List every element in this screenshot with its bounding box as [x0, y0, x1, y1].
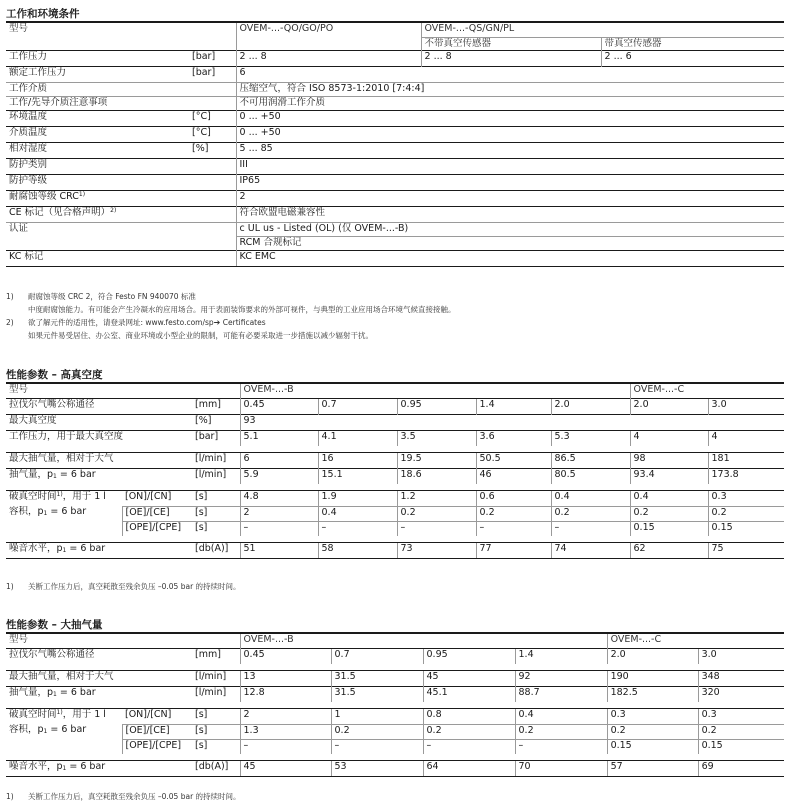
cell-value: 4 [708, 430, 784, 446]
row-unit: [°C] [189, 110, 236, 126]
row-unit [189, 96, 236, 110]
cell-value: 0.2 [515, 724, 607, 739]
mode-label: [OPE]/[CPE] [122, 739, 192, 754]
cell-value: 12.8 [240, 686, 331, 702]
type-label: 型号 [9, 634, 29, 645]
row-label: 防护等级 [6, 174, 189, 190]
row-breakdown-on-cn [6, 490, 784, 506]
type-header-row [6, 384, 784, 398]
cell-value: 181 [708, 452, 784, 468]
model-header-c: OVEM-...-C [607, 634, 784, 648]
cell-value: 58 [318, 542, 397, 558]
row-unit [189, 222, 236, 236]
footnote-1: 1) 耐腐蚀等级 CRC 2，符合 Festo FN 940070 标准 [6, 292, 196, 301]
cell-value: 15.1 [318, 468, 397, 484]
row-value: 2 [236, 190, 784, 206]
footnote-high-vacuum: 1) 关断工作压力后，真空耗散至残余负压 –0.05 bar 的持续时间。 [6, 582, 241, 591]
cell-value: 64 [423, 760, 515, 776]
mode-label: [OE]/[CE] [122, 724, 192, 739]
row-value: 2 ... 8 [421, 50, 601, 66]
cell-value: 92 [515, 670, 607, 686]
row-label: CE 标记（见合格声明）$^{2)}$ [6, 206, 189, 222]
model-header-b: OVEM-...-QS/GN/PL [421, 23, 784, 37]
row-value: 压缩空气，符合 ISO 8573-1:2010 [7:4:4] [236, 82, 784, 96]
cell-value: 1.4 [515, 648, 607, 664]
row-max-vacuum [6, 414, 784, 430]
row-unit: [°C] [189, 126, 236, 142]
row-kc-mark [6, 250, 784, 266]
cell-value: 69 [698, 760, 784, 776]
row-label: 容积，$p_1 = 6$ bar [9, 506, 87, 517]
cell-value: 62 [630, 542, 708, 558]
high-vacuum-table [6, 384, 784, 559]
footnote-2-detail: 如果元件易受居住、办公室、商业环境或小型企业的限制，可能有必要采取进一步措施以减少辐射干扰。 [28, 331, 373, 340]
cell-value: 5.3 [551, 430, 630, 446]
row-label: KC 标记 [6, 250, 189, 266]
row-value: c UL us - Listed (OL) (仅 OVEM-...-B) [236, 222, 784, 236]
type-header-row [6, 634, 784, 648]
row-unit [189, 158, 236, 174]
row-unit [189, 174, 236, 190]
cell-value: 50.5 [476, 452, 551, 468]
cell-value: – [551, 521, 630, 536]
cell-value: 73 [397, 542, 476, 558]
cell-value: – [331, 739, 423, 754]
row-label [6, 236, 189, 250]
cell-value: 2.0 [630, 398, 708, 414]
cell-value: 45.1 [423, 686, 515, 702]
cell-value: 1.3 [240, 724, 331, 739]
cell-value: 173.8 [708, 468, 784, 484]
cell-value: 1.4 [476, 398, 551, 414]
cell-value: 0.95 [397, 398, 476, 414]
cell-value: 75 [708, 542, 784, 558]
cell-value: 0.3 [708, 490, 784, 506]
row-ambient-temperature [6, 110, 784, 126]
row-unit: [s] [192, 490, 240, 506]
row-label: 环境温度 [6, 110, 189, 126]
row-medium-temperature [6, 126, 784, 142]
cell-value: – [318, 521, 397, 536]
row-unit: [s] [192, 724, 240, 739]
row-unit: [s] [192, 739, 240, 754]
cell-value: 3.5 [397, 430, 476, 446]
section-title-high-vacuum: 性能参数 – 高真空度 [6, 369, 103, 381]
cell-value: 0.45 [240, 648, 331, 664]
cell-value: 0.15 [698, 739, 784, 754]
cell-value: – [423, 739, 515, 754]
row-unit: [s] [192, 521, 240, 536]
cell-value: 86.5 [551, 452, 630, 468]
row-label: 容积，$p_1 = 6$ bar [9, 724, 87, 735]
row-label: 工作介质 [6, 82, 189, 96]
cell-value: 3.6 [476, 430, 551, 446]
row-medium [6, 82, 784, 96]
cell-value: 74 [551, 542, 630, 558]
row-nozzle-diameter [6, 648, 784, 664]
cell-value: 0.3 [607, 708, 698, 724]
row-label: 工作/先导介质注意事项 [6, 96, 189, 110]
cell-value: 98 [630, 452, 708, 468]
row-ce-mark [6, 206, 784, 222]
mode-label: [OE]/[CE] [122, 506, 192, 521]
row-label: 抽气量，$p_1 = 6$ bar [6, 468, 192, 484]
row-unit: [l/min] [192, 686, 240, 702]
cell-value: 0.4 [551, 490, 630, 506]
row-unit: [l/min] [192, 670, 240, 686]
row-label: 工作压力 [6, 50, 189, 66]
cell-value: 19.5 [397, 452, 476, 468]
cell-value: 0.2 [607, 724, 698, 739]
cell-value: 1.9 [318, 490, 397, 506]
row-label: 破真空时间$^{1)}$，用于 1 l [6, 490, 122, 506]
row-value: IP65 [236, 174, 784, 190]
cell-value: 51 [240, 542, 318, 558]
cell-value: 45 [240, 760, 331, 776]
cell-value: 0.2 [397, 506, 476, 521]
row-unit: [bar] [189, 66, 236, 82]
cell-value: 182.5 [607, 686, 698, 702]
row-pressure-max-vacuum [6, 430, 784, 446]
row-nominal-pressure [6, 66, 784, 82]
model-header-a: OVEM-...-QO/GO/PO [236, 23, 421, 50]
type-header-row [6, 23, 784, 37]
cell-value: 80.5 [551, 468, 630, 484]
row-label: 抽气量，$p_1 = 6$ bar [6, 686, 192, 702]
cell-value: 0.15 [630, 521, 708, 536]
cell-value: 0.8 [423, 708, 515, 724]
row-breakdown-oe-ce [6, 724, 784, 739]
row-unit: [%] [192, 414, 240, 430]
type-label: 型号 [9, 384, 29, 395]
row-value: 符合欧盟电磁兼容性 [236, 206, 784, 222]
row-unit: [l/min] [192, 468, 240, 484]
row-label: 耐腐蚀等级 CRC$^{1)}$ [6, 190, 189, 206]
row-max-suction [6, 670, 784, 686]
row-medium-note [6, 96, 784, 110]
cell-value: 16 [318, 452, 397, 468]
cell-value: 46 [476, 468, 551, 484]
cell-value: 4 [630, 430, 708, 446]
cell-value: – [397, 521, 476, 536]
cell-value: 0.2 [551, 506, 630, 521]
row-label: 拉伐尔气嘴公称通径 [6, 398, 192, 414]
cell-value: 88.7 [515, 686, 607, 702]
cell-value: 77 [476, 542, 551, 558]
row-label: 额定工作压力 [6, 66, 189, 82]
cell-value: 93.4 [630, 468, 708, 484]
row-value: 2 ... 8 [236, 50, 421, 66]
mode-label: [ON]/[CN] [122, 490, 192, 506]
cell-value: 57 [607, 760, 698, 776]
cell-value: 0.15 [708, 521, 784, 536]
cell-value: 53 [331, 760, 423, 776]
row-value: 5 ... 85 [236, 142, 784, 158]
cell-value: 5.9 [240, 468, 318, 484]
subheader-without-sensor: 不带真空传感器 [421, 37, 601, 50]
row-noise-level [6, 542, 784, 558]
footnote-ref: 2) [110, 206, 117, 214]
row-value: 0 ... +50 [236, 126, 784, 142]
cell-value: 45 [423, 670, 515, 686]
row-label: 工作压力，用于最大真空度 [6, 430, 192, 446]
model-header-b: OVEM-...-B [240, 384, 630, 398]
cell-value: 2 [240, 506, 318, 521]
cell-value: 0.7 [318, 398, 397, 414]
cell-value: 0.4 [630, 490, 708, 506]
cell-value: 3.0 [698, 648, 784, 664]
section-title-high-suction: 性能参数 – 大抽气量 [6, 619, 103, 631]
row-value: 6 [236, 66, 784, 82]
model-header-b: OVEM-...-B [240, 634, 607, 648]
cell-value: 0.3 [698, 708, 784, 724]
cell-value: 190 [607, 670, 698, 686]
row-label: 最大真空度 [6, 414, 192, 430]
row-unit [189, 190, 236, 206]
cell-value: – [240, 739, 331, 754]
cell-value: 4.1 [318, 430, 397, 446]
row-unit: [bar] [192, 430, 240, 446]
row-air-consumption [6, 468, 784, 484]
cell-value: 2 [240, 708, 331, 724]
cell-value: 4.8 [240, 490, 318, 506]
row-breakdown-ope-cpe [6, 739, 784, 754]
cell-value: 13 [240, 670, 331, 686]
cell-value: 0.95 [423, 648, 515, 664]
footnote-high-suction: 1) 关断工作压力后，真空耗散至残余负压 –0.05 bar 的持续时间。 [6, 792, 241, 801]
cell-value: 320 [698, 686, 784, 702]
cell-value: 1 [331, 708, 423, 724]
cell-value: 0.2 [708, 506, 784, 521]
row-breakdown-on-cn [6, 708, 784, 724]
row-crc [6, 190, 784, 206]
row-label: 拉伐尔气嘴公称通径 [6, 648, 192, 664]
row-label: 噪音水平，$p_1 = 6$ bar [6, 542, 192, 558]
high-suction-table [6, 634, 784, 777]
arrow-right-icon: ➔ [213, 318, 221, 327]
section-title-operating-conditions: 工作和环境条件 [6, 8, 80, 20]
row-breakdown-oe-ce [6, 506, 784, 521]
row-unit: [bar] [189, 50, 236, 66]
row-label: 噪音水平，$p_1 = 6$ bar [6, 760, 192, 776]
row-noise-level [6, 760, 784, 776]
cell-value: 0.6 [476, 490, 551, 506]
row-value: 0 ... +50 [236, 110, 784, 126]
row-unit: [%] [189, 142, 236, 158]
subheader-with-sensor: 带真空传感器 [601, 37, 784, 50]
row-max-suction [6, 452, 784, 468]
cell-value: 0.2 [423, 724, 515, 739]
cell-value: 18.6 [397, 468, 476, 484]
row-label: 认证 [6, 222, 189, 236]
row-label: 介质温度 [6, 126, 189, 142]
row-label: 防护类别 [6, 158, 189, 174]
footnote-ref: 1) [78, 190, 86, 198]
cell-value: 0.2 [331, 724, 423, 739]
cell-value: 31.5 [331, 670, 423, 686]
row-protection-class [6, 158, 784, 174]
cell-value: – [476, 521, 551, 536]
cell-value: 5.1 [240, 430, 318, 446]
row-unit: [l/min] [192, 452, 240, 468]
cell-value: 0.2 [698, 724, 784, 739]
cell-value: 3.0 [708, 398, 784, 414]
row-unit: [db(A)] [192, 760, 240, 776]
model-header-c: OVEM-...-C [630, 384, 784, 398]
cell-value: 0.2 [630, 506, 708, 521]
row-air-consumption [6, 686, 784, 702]
cell-value: 6 [240, 452, 318, 468]
row-value: KC EMC [236, 250, 784, 266]
row-unit: [db(A)] [192, 542, 240, 558]
row-unit [189, 236, 236, 250]
footnote-1-detail: 中度耐腐蚀能力。有可能会产生冷凝水的应用场合。用于表面装饰要求的外部可视件，与典型的工业应用场合环境气候直接接触。 [28, 305, 456, 314]
row-ip-rating [6, 174, 784, 190]
cell-value: 70 [515, 760, 607, 776]
row-unit [189, 206, 236, 222]
row-certification-rcm [6, 236, 784, 250]
row-nozzle-diameter [6, 398, 784, 414]
row-unit [189, 82, 236, 96]
row-value: 不可用润滑工作介质 [236, 96, 784, 110]
cell-value: 0.4 [318, 506, 397, 521]
row-label: 破真空时间$^{1)}$，用于 1 l [6, 708, 122, 724]
row-relative-humidity [6, 142, 784, 158]
cell-value: 1.2 [397, 490, 476, 506]
cell-value: 0.7 [331, 648, 423, 664]
cell-value: – [515, 739, 607, 754]
row-unit: [s] [192, 506, 240, 521]
row-value: III [236, 158, 784, 174]
cell-value: 0.45 [240, 398, 318, 414]
type-label: 型号 [9, 23, 29, 34]
cell-value: – [240, 521, 318, 536]
cell-value: 348 [698, 670, 784, 686]
cell-value: 2.0 [551, 398, 630, 414]
footnote-2: 2) 欲了解元件的适用性，请登录网址: www.festo.com/sp➔ Certificates [6, 318, 266, 327]
row-breakdown-ope-cpe [6, 521, 784, 536]
row-certification [6, 222, 784, 236]
row-label: 相对湿度 [6, 142, 189, 158]
cell-value: 0.15 [607, 739, 698, 754]
operating-conditions-table [6, 23, 784, 267]
mode-label: [OPE]/[CPE] [122, 521, 192, 536]
row-value: RCM 合规标记 [236, 236, 784, 250]
row-label: 最大抽气量，相对于大气 [6, 670, 192, 686]
cell-value: 2.0 [607, 648, 698, 664]
row-value: 2 ... 6 [601, 50, 784, 66]
row-operating-pressure [6, 50, 784, 66]
row-label: 最大抽气量，相对于大气 [6, 452, 192, 468]
row-unit [189, 250, 236, 266]
mode-label: [ON]/[CN] [122, 708, 192, 724]
cell-value: 0.2 [476, 506, 551, 521]
cell-value: 93 [240, 414, 784, 430]
cell-value: 0.4 [515, 708, 607, 724]
row-unit: [mm] [192, 648, 240, 664]
row-unit: [mm] [192, 398, 240, 414]
row-unit: [s] [192, 708, 240, 724]
cell-value: 31.5 [331, 686, 423, 702]
